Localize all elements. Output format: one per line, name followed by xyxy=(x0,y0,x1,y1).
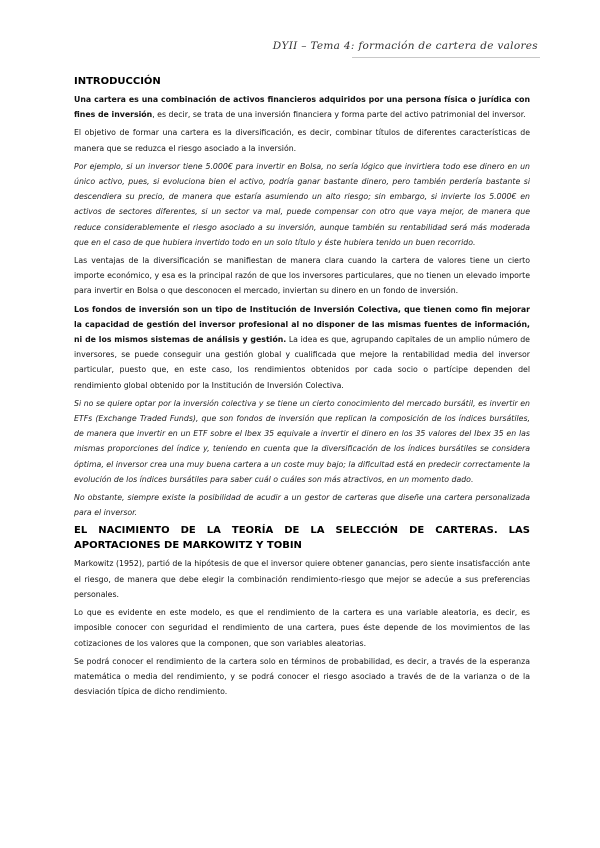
page-header: DYII – Tema 4: formación de cartera de valores xyxy=(272,40,538,52)
funds-bold-text: Los fondos de inversión son un tipo de Institución de Inversión Colectiva, que tienen como fin mejorar la capacidad de gestión del inversor profesional al no disponer de las mismas fuentes de información, ni de los mismos sistemas de análisis y gestión. xyxy=(74,304,530,345)
paragraph-objective: El objetivo de formar una cartera es la diversificación, es decir, combinar títulos de diferentes características de manera que se reduzca el riesgo asociado a la inversión. xyxy=(74,128,530,153)
paragraph-probability: Se podrá conocer el rendimiento de la cartera solo en términos de probabilidad, es decir, a través de la esperanza matemática o media del rendimiento, y se podrá conocer el riesgo asociado a través de de la varianza o de la desviación típica de dicho rendimiento. xyxy=(74,656,530,697)
paragraph-funds xyxy=(74,302,530,393)
document-body xyxy=(74,74,530,702)
heading-introduccion: INTRODUCCIÓN xyxy=(74,76,161,87)
paragraph-definition xyxy=(74,92,530,122)
paragraph-etfs: Si no se quiere optar por la inversión colectiva y se tiene un cierto conocimiento del mercado bursátil, es invertir en ETFs (Exchange Traded Funds), que son fondos de inversión que replican la composición de los índices bursátiles, de manera que invertir en un ETF sobre el Ibex 35 equivale a invertir el dinero en los 35 valores del Ibex 35 en las mismas proporciones del índice y, teniendo en cuenta que la diversificación de los índices bursátiles se considera óptima, el inversor crea una muy buena cartera a un coste muy bajo; la dificultad está en predecir correctamente la evolución de los índices bursátiles para saber cuál o cuáles son más atractivos, en un momento dado. xyxy=(74,398,530,484)
paragraph-manager: No obstante, siempre existe la posibilidad de acudir a un gestor de carteras que diseñe una cartera personalizada para el inversor. xyxy=(74,493,530,518)
paragraph-random-variable: Lo que es evidente en este modelo, es que el rendimiento de la cartera es una variable aleatoria, es decir, es imposible conocer con seguridad el rendimiento de una cartera, pues éste depende de los movimientos de las cotizaciones de los valores que la componen, que son variables aleatorias. xyxy=(74,608,530,648)
definition-rest-text: , es decir, se trata de una inversión financiera y forma parte del activo patrimonial del inversor. xyxy=(152,110,526,120)
definition-bold-text: Una cartera es una combinación de activos financieros adquiridos por una persona física o jurídica con fines de inversión xyxy=(74,95,530,120)
paragraph-markowitz: Markowitz (1952), partió de la hipótesis de que el inversor quiere obtener ganancias, pero siente insatisfacción ante el riesgo, de manera que debe elegir la combinación rendimiento-riesgo que mejor se adecúe a sus preferencias personales. xyxy=(74,559,530,599)
header-rule xyxy=(352,57,540,58)
heading-markowitz-tobin: EL NACIMIENTO DE LA TEORÍA DE LA SELECCIÓN DE CARTERAS. LAS APORTACIONES DE MARKOWITZ Y TOBIN xyxy=(74,525,530,552)
paragraph-example: Por ejemplo, si un inversor tiene 5.000€ para invertir en Bolsa, no sería lógico que invirtiera todo ese dinero en un único activo, pues, si evoluciona bien el activo, podría ganar bastante dinero, pero también perdería bastante si descendiera su precio, de manera que estaría asumiendo un alto riesgo; sin embargo, si invierte los 5.000€ en activos de sectores diferentes, si un sector va mal, puede compensar con otro que vaya mejor, de manera que reduce considerablemente el riesgo asociado a su inversión, aunque también su rentabilidad será más moderada que en el caso de que hubiera invertido todo en un solo título y éste hubiera tenido un buen recorrido. xyxy=(74,161,530,247)
funds-rest-text: La idea es que, agrupando capitales de un amplio número de inversores, se puede conseguir una gestión global y cualificada que mejore la rentabilidad media del inversor particular, puesto que, en este caso, los rendimientos obtenidos por cada socio o partícipe dependen del rendimiento global obtenido por la Institución de Inversión Colectiva. xyxy=(74,335,530,390)
paragraph-advantages: Las ventajas de la diversificación se manifiestan de manera clara cuando la cartera de valores tiene un cierto importe económico, y esa es la principal razón de que los inversores particulares, que no tienen un elevado importe para invertir en Bolsa o que desconocen el mercado, inviertan su dinero en un fondo de inversión. xyxy=(74,256,530,296)
